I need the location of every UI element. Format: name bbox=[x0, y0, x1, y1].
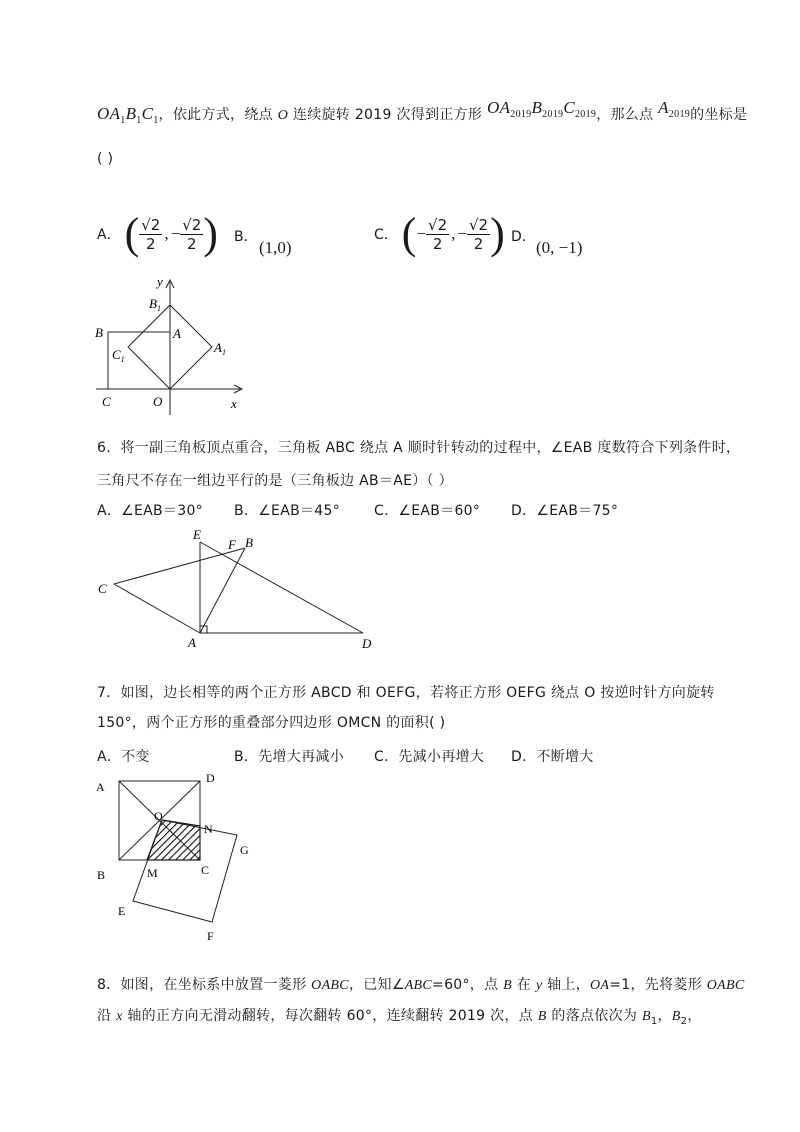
math-sub: 1 bbox=[136, 115, 142, 126]
q6-option-b: B．∠EAB＝45° bbox=[234, 503, 340, 519]
q6-stem-line2: 三角尺不存在一组边平行的是（三角板边 AB＝AE）（ ） bbox=[97, 473, 453, 489]
stem-text: 连续旋转 2019 次得到正方形 bbox=[292, 107, 483, 123]
q7-stem-line1: 7．如图，边长相等的两个正方形 ABCD 和 OEFG，若将正方形 OEFG 绕点 O 按逆时针方向旋转 bbox=[97, 685, 715, 701]
fraction bbox=[139, 216, 162, 253]
q7-option-a: A．不变 bbox=[97, 749, 150, 765]
stem-text: 轴的正方向无滑动翻转，每次翻转 60°，连续翻转 2019 次，点 bbox=[122, 1008, 538, 1024]
q6-figure bbox=[90, 520, 390, 655]
q5-option-d-value: (0, −1) bbox=[536, 238, 583, 257]
q7-figure bbox=[90, 768, 260, 948]
math-text: B bbox=[537, 1009, 547, 1024]
fraction bbox=[426, 216, 449, 253]
label-x: x bbox=[231, 396, 237, 411]
segment-AB bbox=[200, 548, 245, 633]
denominator: 2 bbox=[146, 234, 156, 253]
q6-option-a: A．∠EAB＝30° bbox=[97, 503, 203, 519]
math-text: OA bbox=[97, 104, 121, 123]
math-sub: 2019 bbox=[510, 109, 532, 120]
q7-option-b: B．先增大再减小 bbox=[234, 749, 345, 765]
q5-option-d bbox=[511, 226, 536, 246]
option-label: B． bbox=[234, 229, 258, 245]
math-sub: 1 bbox=[153, 115, 159, 126]
minus-sign: − bbox=[457, 224, 467, 243]
math-sub: 1 bbox=[650, 1016, 658, 1027]
label-O: O bbox=[154, 809, 163, 823]
label-A: A bbox=[173, 326, 181, 341]
q8-stem-line1 bbox=[97, 974, 745, 994]
label-text: B bbox=[149, 296, 157, 311]
label-text: C bbox=[112, 347, 121, 362]
q6-option-d: D．∠EAB＝75° bbox=[511, 503, 619, 519]
q6-option-c: C．∠EAB＝60° bbox=[374, 503, 481, 519]
stem-text: ，已知∠ bbox=[348, 977, 405, 993]
label-C: C bbox=[201, 863, 210, 877]
label-B: B bbox=[97, 868, 106, 882]
math-sub: 2019 bbox=[668, 109, 691, 120]
label-N: N bbox=[204, 822, 213, 836]
math-text: B bbox=[531, 98, 543, 117]
numerator: √2 bbox=[428, 215, 448, 234]
minus-sign: − bbox=[170, 224, 181, 243]
q5-option-a bbox=[97, 207, 218, 261]
q6-stem-line1: 6．将一副三角板顶点重合，三角板 ABC 绕点 A 顺时针转动的过程中，∠EAB 度数符合下列条件时， bbox=[97, 440, 741, 456]
math-square-2019 bbox=[487, 98, 597, 120]
math-text: B bbox=[125, 104, 137, 123]
math-OA1B1C1 bbox=[97, 104, 159, 126]
label-D: D bbox=[362, 636, 372, 651]
q5-option-c bbox=[374, 207, 505, 261]
label-C: C bbox=[98, 581, 107, 596]
q7-option-d: D．不断增大 bbox=[511, 749, 594, 765]
comma: , bbox=[451, 224, 456, 243]
q5-answer-blank: ( ) bbox=[97, 151, 114, 167]
minus-sign: − bbox=[416, 224, 427, 243]
stem-text: ，依此方式，绕点 bbox=[158, 107, 273, 123]
math-text: x bbox=[116, 1009, 123, 1024]
comma: , bbox=[164, 224, 169, 243]
math-sub: 2019 bbox=[542, 109, 564, 120]
label-M: M bbox=[147, 866, 158, 880]
label-A1 bbox=[213, 340, 226, 357]
stem-text: =60°，点 bbox=[432, 977, 504, 993]
math-text: OA bbox=[487, 98, 511, 117]
q7-option-c: C．先减小再增大 bbox=[374, 749, 485, 765]
math-A2019 bbox=[658, 98, 691, 120]
stem-text: 的坐标是 bbox=[690, 107, 748, 123]
label-B: B bbox=[245, 535, 253, 550]
label-A: A bbox=[96, 780, 105, 794]
math-text: OABC bbox=[311, 978, 349, 993]
stem-text: 在 bbox=[512, 977, 536, 993]
q5-figure bbox=[90, 270, 260, 420]
fraction bbox=[180, 216, 203, 253]
math-text: OABC bbox=[706, 978, 745, 993]
option-label: C． bbox=[374, 227, 398, 243]
math-text: y bbox=[535, 978, 543, 993]
denominator: 2 bbox=[186, 234, 197, 253]
label-O: O bbox=[153, 394, 163, 409]
math-text: C bbox=[141, 104, 154, 123]
label-B: B bbox=[95, 325, 103, 340]
label-text: A bbox=[214, 340, 222, 355]
math-text: A bbox=[658, 98, 669, 117]
paren-open: ( bbox=[401, 209, 417, 258]
stem-text: 轴上， bbox=[542, 977, 590, 993]
paren-close: ) bbox=[203, 209, 218, 258]
math-sub: 2 bbox=[680, 1016, 688, 1027]
label-E: E bbox=[118, 904, 126, 918]
segment-CB bbox=[114, 548, 245, 584]
math-text: OA bbox=[590, 978, 610, 993]
q5-stem-line bbox=[97, 98, 748, 126]
label-sub: 1 bbox=[221, 348, 226, 357]
numerator: √2 bbox=[182, 215, 202, 234]
denominator: 2 bbox=[473, 234, 484, 253]
label-sub: 1 bbox=[120, 355, 125, 364]
paren-open: ( bbox=[124, 209, 140, 258]
q7-stem-line2: 150°，两个正方形的重叠部分四边形 OMCN 的面积( ) bbox=[97, 715, 446, 731]
label-D: D bbox=[206, 771, 215, 785]
stem-text: ， bbox=[687, 1008, 702, 1024]
stem-text: ， bbox=[657, 1008, 672, 1024]
stem-text: 8．如图，在坐标系中放置一菱形 bbox=[97, 977, 312, 993]
math-sub: 1 bbox=[120, 115, 126, 126]
denominator: 2 bbox=[432, 234, 443, 253]
label-C: C bbox=[102, 394, 111, 409]
math-text: B bbox=[641, 1009, 651, 1024]
stem-text: 沿 bbox=[97, 1008, 117, 1024]
math-text: B bbox=[671, 1009, 681, 1024]
stem-text: 的落点依次为 bbox=[546, 1008, 642, 1024]
label-B1 bbox=[149, 296, 161, 313]
label-sub: 1 bbox=[156, 304, 161, 313]
q5-option-b bbox=[234, 226, 258, 246]
fraction bbox=[467, 216, 490, 253]
q5-option-b-value: (1,0) bbox=[259, 238, 292, 257]
math-sub: 2019 bbox=[575, 109, 597, 120]
math-text: ABC bbox=[404, 978, 433, 993]
option-label: A． bbox=[97, 227, 121, 243]
numerator: √2 bbox=[468, 215, 489, 234]
label-E: E bbox=[193, 527, 201, 542]
q8-stem-line2 bbox=[97, 1005, 702, 1027]
math-text: B bbox=[503, 978, 513, 993]
segment-CA bbox=[114, 584, 200, 633]
label-G: G bbox=[240, 843, 249, 857]
label-F: F bbox=[228, 537, 236, 552]
stem-text: ，那么点 bbox=[596, 107, 654, 123]
paren-close: ) bbox=[490, 209, 505, 258]
numerator: √2 bbox=[141, 215, 161, 234]
point-label: O bbox=[277, 108, 289, 123]
option-label: D． bbox=[511, 229, 536, 245]
label-A: A bbox=[188, 635, 196, 650]
label-F: F bbox=[207, 929, 214, 943]
label-y: y bbox=[157, 274, 163, 289]
label-C1 bbox=[112, 347, 125, 364]
stem-text: =1，先将菱形 bbox=[609, 977, 707, 993]
math-text: C bbox=[563, 98, 575, 117]
